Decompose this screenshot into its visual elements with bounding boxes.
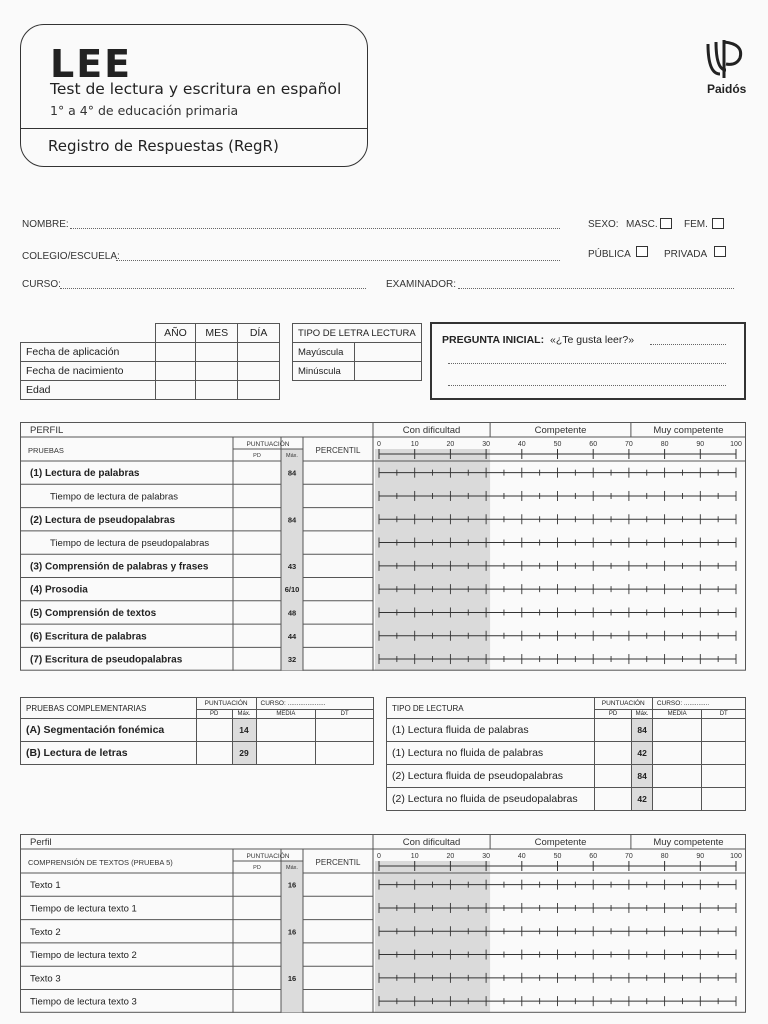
- profile-title: PERFIL: [30, 425, 64, 436]
- dates-table: [20, 323, 280, 400]
- pd-cell[interactable]: [196, 719, 232, 742]
- percentile-tick-label: 100: [730, 441, 742, 448]
- max-cell: 14: [232, 719, 256, 742]
- percentile-tick-label: 10: [410, 441, 419, 448]
- media-cell[interactable]: [652, 788, 702, 811]
- tipo-lectura-table: [386, 697, 746, 811]
- date-cell[interactable]: [238, 362, 280, 381]
- prueba-label: Tiempo de lectura de pseudopalabras: [50, 538, 210, 550]
- profile-title: Perfil: [30, 837, 52, 848]
- pd-cell[interactable]: [594, 719, 632, 742]
- mayuscula-label: Mayúscula: [293, 343, 355, 362]
- minuscula-cell[interactable]: [355, 362, 422, 381]
- test-level: 1° a 4° de educación primaria: [50, 103, 239, 118]
- profile-grid: [20, 422, 746, 671]
- form-name: Registro de Respuestas (RegR): [48, 137, 279, 155]
- max-score: 84: [287, 468, 297, 478]
- examinador-field[interactable]: [458, 280, 734, 289]
- puntuacion-header: PUNTUACIÓN: [246, 853, 290, 860]
- percentile-tick-label: 90: [696, 441, 705, 448]
- pruebas-header: COMPRENSIÓN DE TEXTOS (PRUEBA 5): [28, 858, 173, 867]
- max-score: 44: [287, 631, 297, 641]
- percentile-tick-label: 60: [589, 853, 598, 860]
- complementarias-table: [20, 697, 374, 765]
- max-score: 16: [287, 880, 297, 890]
- band-label: Con dificultad: [402, 425, 461, 436]
- media-cell[interactable]: [256, 742, 316, 765]
- test-subtitle: Test de lectura y escritura en español: [50, 80, 342, 98]
- date-cell[interactable]: [155, 362, 196, 381]
- tipo-lectura-row-label: (1) Lectura no fluida de palabras: [387, 742, 595, 765]
- prueba-label: (2) Lectura de pseudopalabras: [30, 514, 176, 526]
- prueba-label: (7) Escritura de pseudopalabras: [30, 654, 183, 666]
- publisher-logo-icon: [700, 34, 748, 82]
- percentile-tick-label: 60: [589, 441, 598, 448]
- date-cell[interactable]: [155, 343, 196, 362]
- percentile-tick-label: 70: [625, 853, 633, 860]
- profile-grid: [20, 834, 746, 1013]
- dt-cell[interactable]: [702, 765, 746, 788]
- max-cell: 84: [632, 719, 652, 742]
- pd-cell[interactable]: [594, 765, 632, 788]
- edad-label: Edad: [21, 381, 156, 400]
- fem-label: FEM.: [684, 219, 708, 230]
- date-cell[interactable]: [155, 381, 196, 400]
- puntuacion-header: PUNTUACIÓN: [246, 441, 290, 448]
- segmentacion-label: (A) Segmentación fonémica: [21, 719, 197, 742]
- tipo-lectura-row-label: (2) Lectura fluida de pseudopalabras: [387, 765, 595, 788]
- puntuacion-header: PUNTUACIÓN: [196, 698, 256, 710]
- max-score: 43: [287, 561, 297, 571]
- pregunta-text: «¿Te gusta leer?»: [550, 334, 635, 346]
- tipo-lectura-row-label: (2) Lectura no fluida de pseudopalabras: [387, 788, 595, 811]
- band-label: Con dificultad: [402, 837, 461, 848]
- percentile-tick-label: 50: [553, 441, 562, 448]
- dt-cell[interactable]: [702, 742, 746, 765]
- publica-checkbox[interactable]: [636, 246, 648, 257]
- media-cell[interactable]: [652, 765, 702, 788]
- month-header: MES: [196, 324, 238, 343]
- curso-field[interactable]: [60, 280, 366, 289]
- percentil-header: PERCENTIL: [315, 446, 361, 455]
- curso-header: CURSO: ..............: [652, 698, 745, 710]
- percentile-tick-label: 0: [377, 441, 381, 448]
- pregunta-answer-line[interactable]: [650, 336, 726, 345]
- media-cell[interactable]: [652, 742, 702, 765]
- prueba-label: (6) Escritura de palabras: [30, 631, 147, 643]
- colegio-field[interactable]: [116, 252, 560, 261]
- percentile-tick-label: 20: [446, 441, 455, 448]
- day-header: DÍA: [238, 324, 280, 343]
- max-header: Máx.: [632, 710, 652, 719]
- dt-cell[interactable]: [702, 719, 746, 742]
- max-cell: 42: [632, 788, 652, 811]
- prueba-label: (1) Lectura de palabras: [30, 468, 140, 480]
- max-score: 16: [287, 927, 297, 937]
- tipo-lectura-row-label: (1) Lectura fluida de palabras: [387, 719, 595, 742]
- privada-label: PRIVADA: [664, 249, 708, 260]
- pd-cell[interactable]: [594, 788, 632, 811]
- masc-label: MASC.: [626, 219, 658, 230]
- dt-cell[interactable]: [316, 742, 374, 765]
- fecha-nacimiento-label: Fecha de nacimiento: [21, 362, 156, 381]
- nombre-field[interactable]: [70, 220, 560, 229]
- nombre-label: NOMBRE:: [22, 219, 69, 230]
- max-score: 32: [287, 655, 297, 665]
- percentile-tick-label: 80: [660, 853, 669, 860]
- max-score: 16: [287, 973, 297, 983]
- fem-checkbox[interactable]: [712, 218, 724, 229]
- pd-cell[interactable]: [196, 742, 232, 765]
- max-score: 6/10: [284, 585, 300, 595]
- prueba-label: Tiempo de lectura texto 3: [30, 996, 137, 1008]
- percentile-tick-label: 10: [410, 853, 419, 860]
- lectura-letras-label: (B) Lectura de letras: [21, 742, 197, 765]
- max-cell: 29: [232, 742, 256, 765]
- title-divider: [20, 128, 368, 129]
- max-score: 48: [287, 608, 297, 618]
- masc-checkbox[interactable]: [660, 218, 672, 229]
- prueba-label: (4) Prosodia: [30, 584, 88, 596]
- percentil-header: PERCENTIL: [315, 858, 361, 867]
- max-header: Máx.: [232, 710, 256, 719]
- date-cell[interactable]: [238, 381, 280, 400]
- publisher-name: Paidós: [707, 82, 747, 96]
- percentile-tick-label: 70: [625, 441, 633, 448]
- prueba-label: Tiempo de lectura de palabras: [50, 491, 178, 503]
- prueba-label: Tiempo de lectura texto 1: [30, 903, 137, 915]
- examinador-label: EXAMINADOR:: [386, 279, 457, 290]
- prueba-label: Texto 3: [30, 973, 61, 985]
- curso-header: CURSO: .....................: [256, 698, 373, 710]
- pd-header: PD: [253, 865, 261, 871]
- percentile-tick-label: 40: [517, 853, 526, 860]
- percentile-tick-label: 90: [696, 853, 705, 860]
- tipo-letra-header: TIPO DE LETRA LECTURA: [293, 324, 422, 343]
- fecha-aplicacion-label: Fecha de aplicación: [21, 343, 156, 362]
- max-header: Máx.: [286, 453, 298, 459]
- prueba-label: Tiempo de lectura texto 2: [30, 950, 137, 962]
- puntuacion-header: PUNTUACIÓN: [594, 698, 652, 710]
- band-label: Competente: [534, 837, 587, 848]
- dt-cell[interactable]: [316, 719, 374, 742]
- prueba-label: Texto 2: [30, 926, 61, 938]
- date-cell[interactable]: [238, 343, 280, 362]
- date-cell[interactable]: [196, 381, 238, 400]
- complementarias-header: PRUEBAS COMPLEMENTARIAS: [21, 698, 197, 719]
- date-cell[interactable]: [196, 362, 238, 381]
- pd-header: PD: [594, 710, 632, 719]
- media-header: MEDIA: [256, 710, 316, 719]
- colegio-label: COLEGIO/ESCUELA:: [22, 251, 120, 262]
- media-cell[interactable]: [652, 719, 702, 742]
- dt-header: DT: [316, 710, 374, 719]
- media-cell[interactable]: [256, 719, 316, 742]
- band-label: Competente: [534, 425, 587, 436]
- year-header: AÑO: [155, 324, 196, 343]
- prueba-label: (3) Comprensión de palabras y frases: [30, 561, 209, 573]
- tipo-letra-table: [292, 323, 422, 381]
- pregunta-answer-line[interactable]: [448, 377, 726, 386]
- pd-header: PD: [253, 453, 261, 459]
- curso-label: CURSO:: [22, 279, 61, 290]
- pregunta-label: PREGUNTA INICIAL:: [442, 334, 545, 346]
- percentile-tick-label: 30: [482, 441, 490, 448]
- percentile-tick-label: 50: [553, 853, 562, 860]
- minuscula-label: Minúscula: [293, 362, 355, 381]
- publica-label: PÚBLICA: [588, 249, 631, 260]
- test-logo-text: LEE: [50, 42, 133, 86]
- percentile-tick-label: 100: [730, 853, 742, 860]
- percentile-tick-label: 0: [377, 853, 381, 860]
- pd-header: PD: [196, 710, 232, 719]
- mayuscula-cell[interactable]: [355, 343, 422, 362]
- max-cell: 84: [632, 765, 652, 788]
- media-header: MEDIA: [652, 710, 702, 719]
- band-label: Muy competente: [653, 837, 724, 848]
- date-cell[interactable]: [196, 343, 238, 362]
- percentile-tick-label: 20: [446, 853, 455, 860]
- max-cell: 42: [632, 742, 652, 765]
- pd-cell[interactable]: [594, 742, 632, 765]
- sexo-label: SEXO:: [588, 219, 619, 230]
- tipo-lectura-header: TIPO DE LECTURA: [387, 698, 595, 719]
- band-label: Muy competente: [653, 425, 724, 436]
- percentile-tick-label: 80: [660, 441, 669, 448]
- max-score: 84: [287, 515, 297, 525]
- pregunta-answer-line[interactable]: [448, 355, 726, 364]
- pruebas-header: PRUEBAS: [28, 446, 64, 455]
- dt-header: DT: [702, 710, 746, 719]
- prueba-label: Texto 1: [30, 880, 61, 892]
- dt-cell[interactable]: [702, 788, 746, 811]
- percentile-tick-label: 30: [482, 853, 490, 860]
- percentile-tick-label: 40: [517, 441, 526, 448]
- max-header: Máx.: [286, 865, 298, 871]
- privada-checkbox[interactable]: [714, 246, 726, 257]
- prueba-label: (5) Comprensión de textos: [30, 607, 157, 619]
